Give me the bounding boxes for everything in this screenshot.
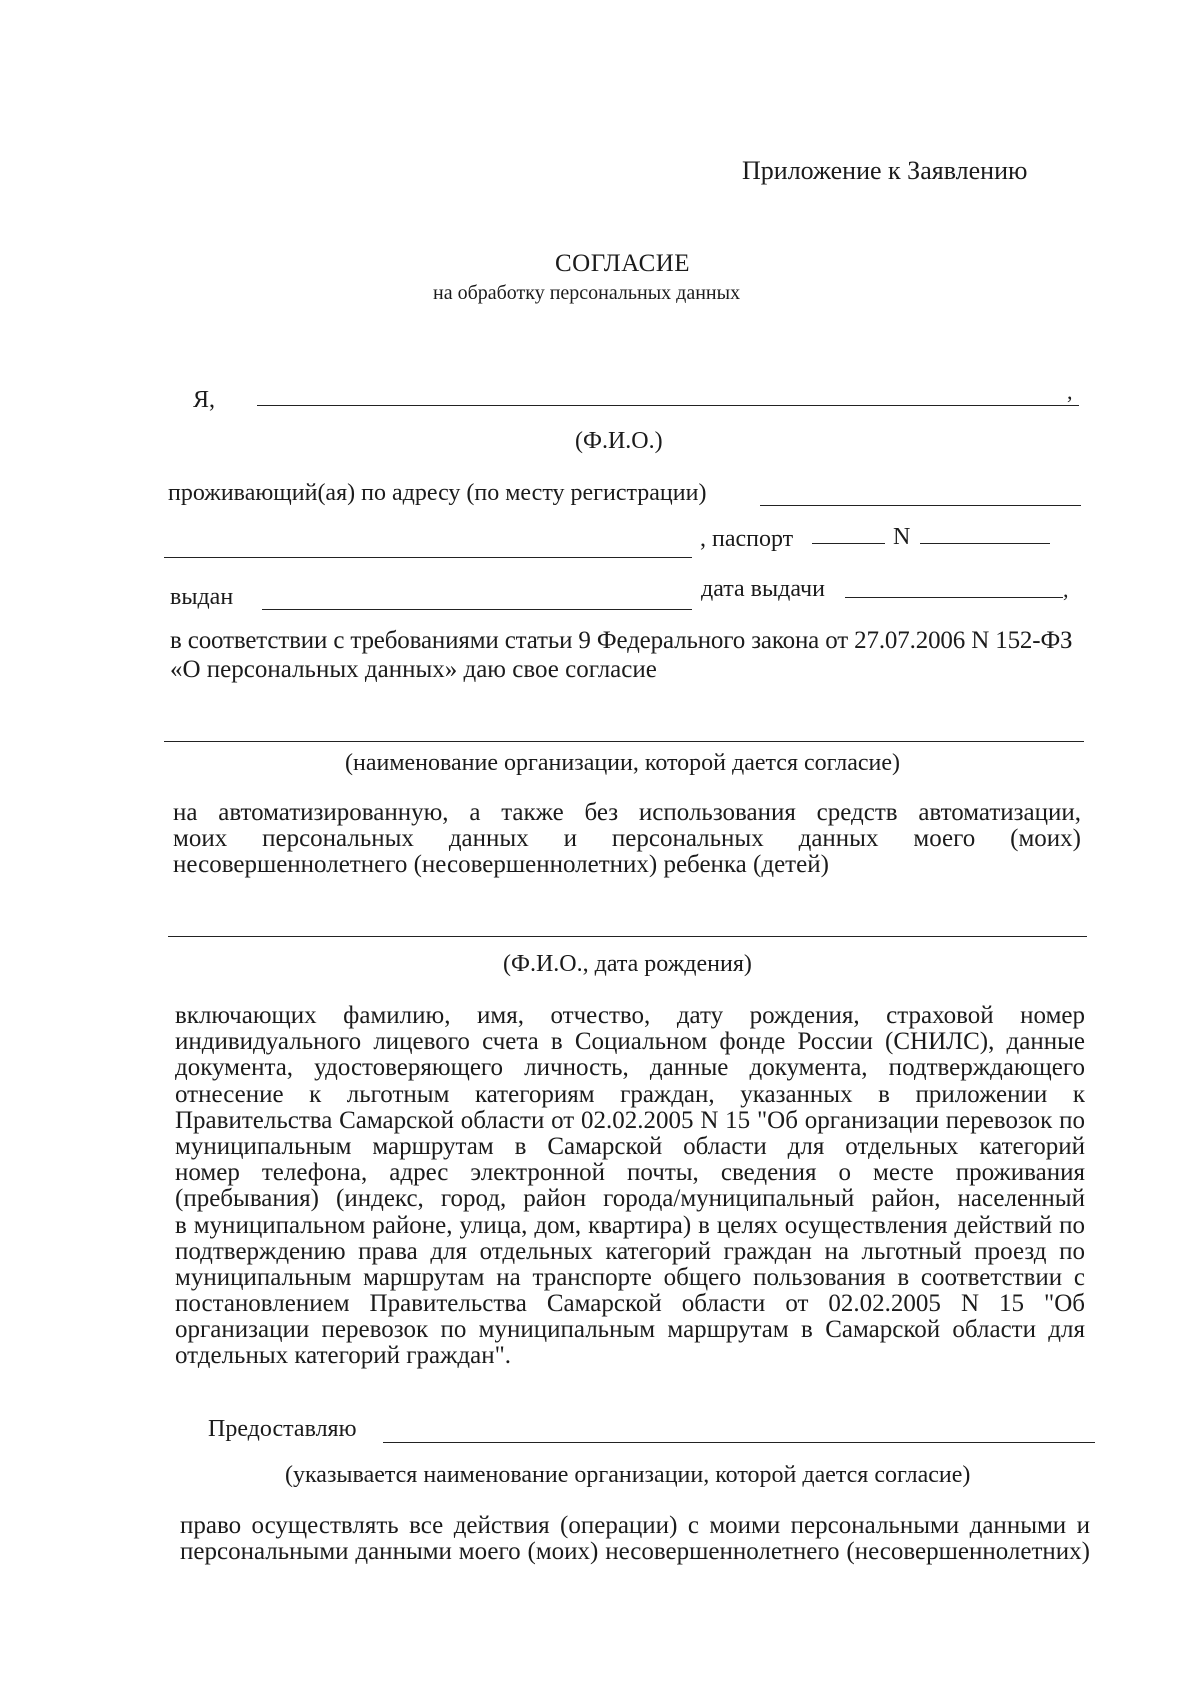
rights-line: право осуществлять все действия (операции) с моими персональными данными и <box>180 1513 1090 1539</box>
provide-caption: (указывается наименование организации, которой дается согласие) <box>285 1462 971 1488</box>
data-line: (пребывания) (индекс, город, район города/муниципальный район, населенный <box>175 1186 1085 1213</box>
rights-paragraph <box>180 1513 1090 1565</box>
address-label: проживающий(ая) по адресу (по месту регистрации) <box>168 480 707 506</box>
data-line: муниципальным маршрутам в Самарской области для отдельных категорий <box>175 1133 1085 1160</box>
issued-label: выдан <box>170 584 234 610</box>
consent-line: на автоматизированную, а также без использования средств автоматизации, <box>173 800 1081 826</box>
issue-date-underline[interactable] <box>845 597 1063 598</box>
data-line: включающих фамилию, имя, отчество, дату рождения, страховой номер <box>175 1003 1085 1029</box>
data-line: отнесение к льготным категориям граждан, указанных в приложении к <box>175 1081 1085 1108</box>
data-line: постановлением Правительства Самарской области от 02.02.2005 N 15 "Об <box>175 1291 1085 1318</box>
data-paragraph <box>175 1003 1085 1370</box>
fio-comma: , <box>1067 379 1073 404</box>
organization-underline[interactable] <box>164 741 1084 742</box>
address-underline-1[interactable] <box>760 505 1081 506</box>
data-line: организации перевозок по муниципальным маршрутам в Самарской области для <box>175 1317 1085 1344</box>
fio-underline[interactable] <box>257 405 1079 406</box>
i-label: Я, <box>193 387 216 413</box>
consent-paragraph <box>173 800 1081 879</box>
passport-series-underline[interactable] <box>812 543 885 544</box>
provide-label: Предоставляю <box>208 1416 357 1442</box>
rights-line: персональными данными моего (моих) несовершеннолетнего (несовершеннолетних) <box>180 1539 1090 1566</box>
law-line-1: в соответствии с требованиями статьи 9 Федерального закона от 27.07.2006 N 152-ФЗ <box>170 627 1073 654</box>
appendix-title: Приложение к Заявлению <box>742 156 1028 185</box>
data-line: муниципальным маршрутам на транспорте общего пользования в соответствии с <box>175 1264 1085 1291</box>
data-line: отдельных категорий граждан". <box>175 1343 512 1370</box>
data-line: в муниципальном районе, улица, дом, квартира) в целях осуществления действий по <box>175 1212 1085 1239</box>
data-line: номер телефона, адрес электронной почты, сведения о месте проживания <box>175 1160 1085 1187</box>
consent-line: моих персональных данных и персональных данных моего (моих) <box>173 826 1081 853</box>
provide-underline[interactable] <box>383 1442 1095 1443</box>
data-line: подтверждению права для отдельных категорий граждан на льготный проезд по <box>175 1238 1085 1265</box>
fio-caption: (Ф.И.О.) <box>575 428 663 454</box>
data-line: Правительства Самарской области от 02.02.2005 N 15 "Об организации перевозок по <box>175 1107 1085 1134</box>
data-line: документа, удостоверяющего личность, данные документа, подтверждающего <box>175 1055 1085 1082</box>
document-heading: СОГЛАСИЕ <box>555 250 691 277</box>
law-line-2: «О персональных данных» даю свое согласие <box>170 656 657 683</box>
data-line: индивидуального лицевого счета в Социальном фонде России (СНИЛС), данные <box>175 1029 1085 1056</box>
child-caption: (Ф.И.О., дата рождения) <box>503 951 752 977</box>
issue-date-label: дата выдачи <box>701 576 825 602</box>
organization-caption: (наименование организации, которой дается согласие) <box>345 750 901 776</box>
address-underline-2[interactable] <box>164 557 692 558</box>
child-underline[interactable] <box>168 936 1087 937</box>
issued-underline[interactable] <box>262 609 692 610</box>
passport-number-label: N <box>893 524 911 550</box>
document-subheading: на обработку персональных данных <box>433 282 741 304</box>
issue-date-comma: , <box>1063 577 1069 602</box>
consent-line: несовершеннолетнего (несовершеннолетних) ребенка (детей) <box>173 852 829 879</box>
passport-label: , паспорт <box>700 526 794 552</box>
passport-number-underline[interactable] <box>920 543 1050 544</box>
